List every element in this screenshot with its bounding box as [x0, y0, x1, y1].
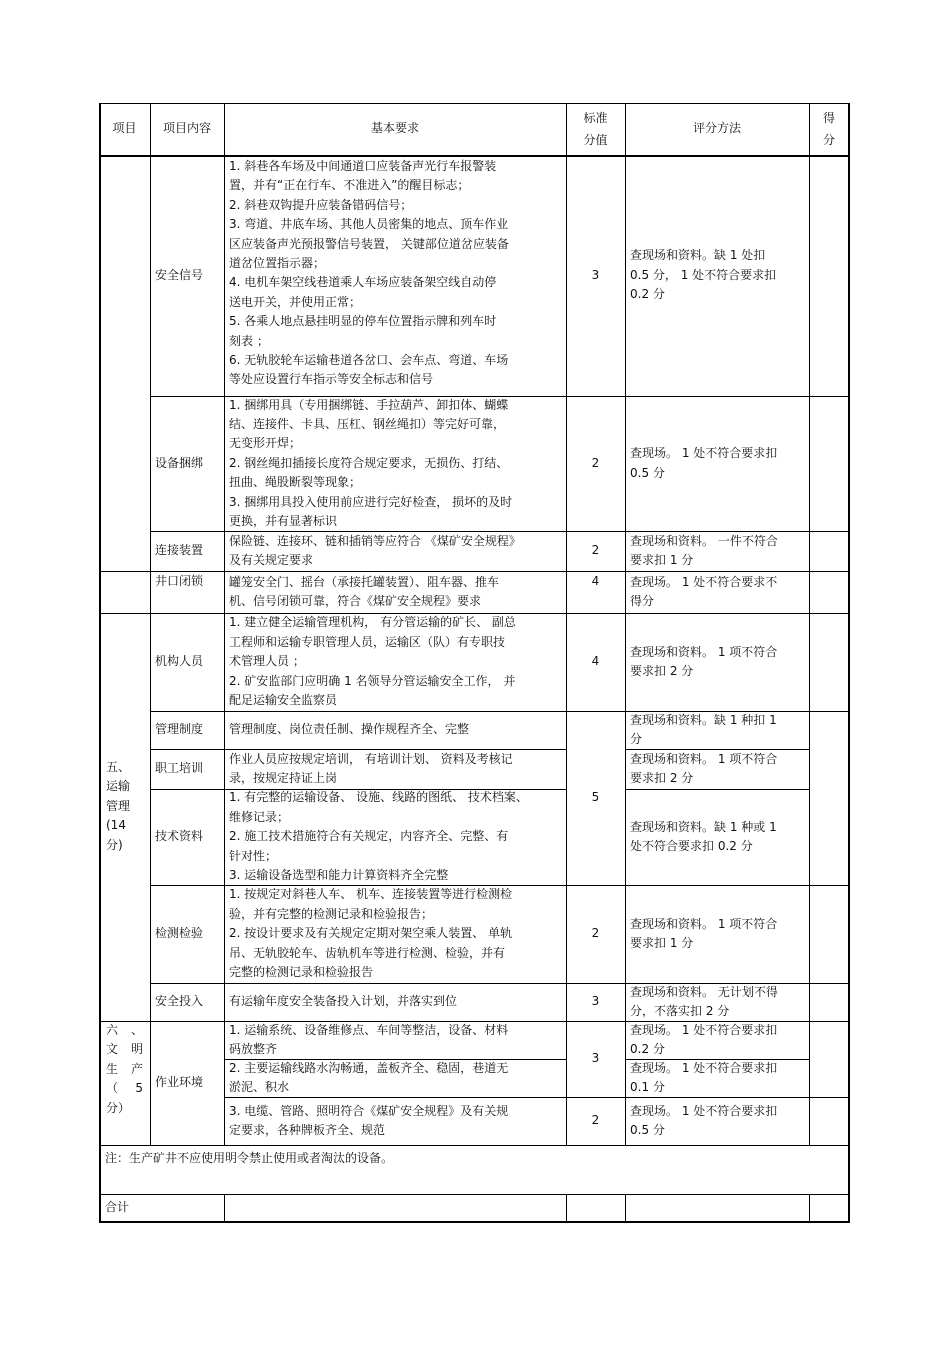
- req-line: 2. 矿安监部门应明确 1 名领导分管运输安全工作， 并: [229, 673, 516, 688]
- row-score-zyhj-12: 3: [591, 1051, 600, 1066]
- req-line: 2. 主要运输线路水沟畅通，盖板齐全、稳固，巷道无: [229, 1060, 509, 1075]
- row-score-ljzz: 2: [591, 543, 600, 558]
- req-line: 及有关规定要求: [229, 553, 314, 567]
- header-standard-score: [566, 103, 625, 155]
- total-label: 合计: [105, 1199, 130, 1214]
- req-line: 区应装备声光预报警信号装置， 关键部位道岔应装备: [229, 236, 509, 251]
- method-line: 查现场和资料。 1 项不符合: [630, 751, 778, 766]
- row-score-aqtr: 3: [591, 994, 600, 1009]
- row-score-zyhj-3: 2: [591, 1113, 600, 1128]
- scoring-table: [99, 103, 850, 1223]
- row-requirement-zyhj-1: [224, 1021, 566, 1059]
- req-line: 维修记录；: [229, 809, 290, 824]
- method-line: 0.5 分: [630, 465, 665, 480]
- method-line: 得分: [630, 594, 655, 608]
- row-method-jszl: [625, 789, 809, 885]
- req-line: 2. 按设计要求及有关规定定期对架空乘人装置、 单轨: [229, 926, 513, 941]
- row-method-zgpx: [625, 749, 809, 789]
- req-line: 针对性；: [229, 848, 278, 863]
- section-item-line: (14: [106, 818, 126, 833]
- method-line: 0.5 分: [630, 1123, 665, 1137]
- req-line: 5. 各乘人地点悬挂明显的停车位置指示牌和列车时: [229, 314, 497, 329]
- section-item-wmsc: [99, 1021, 150, 1145]
- method-line: 要求扣 1 分: [630, 936, 694, 950]
- req-line: 道岔位置指示器；: [229, 256, 326, 271]
- req-line: 1. 斜巷各车场及中间通道口应装备声光行车报警装: [229, 159, 497, 173]
- row-requirement-ljzz: [224, 531, 566, 571]
- req-line: 吊、无轨胶轮车、齿轨机车等进行检测、检验，并有: [229, 945, 506, 960]
- req-line: 6. 无轨胶轮车运输巷道各岔口、会车点、弯道、车场: [229, 353, 509, 368]
- row-content-ljzz: 连接装置: [155, 543, 204, 558]
- row-content-aqxh: 安全信号: [155, 267, 204, 282]
- method-line: 查现场和资料。缺 1 种或 1: [630, 819, 777, 834]
- req-line: 3. 捆绑用具投入使用前应进行完好检查， 损坏的及时: [229, 494, 513, 509]
- req-line: 机、信号闭锁可靠，符合《煤矿安全规程》要求: [229, 594, 482, 608]
- req-line: 管理制度、岗位责任制、操作规程齐全、完整: [229, 722, 470, 737]
- row-requirement-aqtr: [224, 983, 566, 1021]
- method-line: 0.1 分: [630, 1080, 665, 1094]
- section-item-line: 分): [106, 837, 123, 852]
- header-item: 项目: [112, 121, 137, 136]
- req-line: 2. 钢丝绳扣插接长度符合规定要求，无损伤、打结、: [229, 455, 509, 470]
- req-line: 工程师和运输专职管理人员，运输区（队）有专职技: [229, 634, 506, 649]
- section-item-line: 五、: [106, 760, 131, 774]
- header-got-score: [809, 103, 849, 155]
- header-requirement: 基本要求: [370, 121, 419, 136]
- row-content-sbkb: 设备捆绑: [155, 455, 204, 470]
- row-requirement-glzd: [224, 711, 566, 749]
- header-content: 项目内容: [162, 121, 211, 136]
- method-line: 0.5 分， 1 处不符合要求扣: [630, 267, 777, 282]
- req-line: 保险链、连接环、链和插销等应符合 《煤矿安全规程》: [229, 533, 521, 548]
- req-line: 有运输年度安全装备投入计划，并落实到位: [229, 994, 458, 1009]
- row-method-jkbs: [625, 571, 809, 613]
- req-line: 定要求，各种牌板齐全、规范: [229, 1123, 386, 1137]
- row-requirement-aqxh: [224, 155, 566, 396]
- row-content-jgry: 机构人员: [155, 654, 204, 669]
- row-method-aqtr: [625, 983, 809, 1021]
- req-line: 无变形开焊；: [229, 436, 302, 451]
- method-line: 查现场。 1 处不符合要求扣: [630, 1022, 778, 1037]
- method-line: 分: [630, 732, 643, 746]
- section-item-line: 生产: [106, 1061, 143, 1076]
- row-score-jgry: 4: [591, 654, 600, 669]
- row-requirement-jgry: [224, 613, 566, 711]
- req-line: 配足运输安全监察员: [229, 693, 338, 708]
- row-content-aqtr: 安全投入: [155, 994, 204, 1009]
- req-line: 验，并有完整的检测记录和检验报告；: [229, 906, 434, 921]
- method-line: 要求扣 2 分: [630, 771, 694, 785]
- method-line: 查现场。 1 处不符合要求扣: [630, 1103, 778, 1118]
- req-line: 送电开关，并使用正常；: [229, 294, 362, 309]
- row-method-zyhj-3: [625, 1097, 809, 1145]
- req-line: 1. 按规定对斜巷人车、 机车、连接装置等进行检测检: [229, 887, 513, 902]
- req-line: 完整的检测记录和检验报告: [229, 965, 374, 980]
- row-content-jkbs: 井口闭锁: [155, 574, 204, 588]
- row-method-jgry: [625, 613, 809, 711]
- row-method-ljzz: [625, 531, 809, 571]
- req-line: 作业人员应按规定培训， 有培训计划、 资料及考核记: [229, 751, 513, 766]
- req-line: 术管理人员 ；: [229, 654, 305, 669]
- section-item-ysgl: [99, 613, 150, 1021]
- req-line: 1. 运输系统、设备维修点、车间等整洁，设备、材料: [229, 1022, 509, 1037]
- row-score-jkbs: 4: [591, 574, 600, 588]
- method-line: 要求扣 1 分: [630, 553, 694, 567]
- method-line: 处不符合要求扣 0.2 分: [630, 839, 753, 853]
- method-line: 查现场和资料。缺 1 种扣 1: [630, 712, 777, 727]
- req-line: 刻表 ；: [229, 333, 269, 348]
- req-line: 3. 运输设备选型和能力计算资料齐全完整: [229, 868, 449, 883]
- section-item-line: 管理: [106, 798, 131, 813]
- req-line: 1. 建立健全运输管理机构， 有分管运输的矿长、 副总: [229, 615, 516, 630]
- section-item-line: （5: [106, 1081, 143, 1096]
- req-line: 2. 施工技术措施符合有关规定，内容齐全、完整、有: [229, 829, 509, 844]
- row-requirement-sbkb: [224, 396, 566, 531]
- row-method-zyhj-2: [625, 1059, 809, 1097]
- table-note: 注：生产矿井不应使用明令禁止使用或者淘汰的设备。: [105, 1151, 394, 1165]
- header-got-score-line: 得: [822, 111, 835, 125]
- method-line: 0.2 分: [630, 1042, 665, 1056]
- req-line: 罐笼安全门、摇台（承接托罐装置）、阻车器、推车: [229, 574, 500, 589]
- req-line: 1. 有完整的运输设备、 设施、线路的图纸、 技术档案、: [229, 790, 528, 805]
- row-requirement-jszl: [224, 789, 566, 885]
- row-requirement-zyhj-2: [224, 1059, 566, 1097]
- row-content-zgpx: 职工培训: [155, 761, 204, 776]
- row-requirement-zgpx: [224, 749, 566, 789]
- row-content-jcjy: 检测检验: [155, 926, 204, 941]
- method-line: 查现场和资料。 无计划不得: [630, 984, 778, 999]
- method-line: 要求扣 2 分: [630, 664, 694, 678]
- method-line: 查现场。 1 处不符合要求扣: [630, 1060, 778, 1075]
- method-line: 查现场和资料。缺 1 处扣: [630, 248, 766, 263]
- method-line: 查现场。 1 处不符合要求不: [630, 574, 778, 589]
- req-line: 淤泥、积水: [229, 1080, 290, 1094]
- section-item-line: 运输: [106, 779, 131, 794]
- header-got-score-line: 分: [822, 133, 835, 147]
- row-method-jcjy: [625, 885, 809, 983]
- row-score-sbkb: 2: [591, 455, 600, 470]
- req-line: 4. 电机车架空线巷道乘人车场应装备架空线自动停: [229, 275, 497, 290]
- row-requirement-jcjy: [224, 885, 566, 983]
- req-line: 3. 弯道、井底车场、其他人员密集的地点、顶车作业: [229, 217, 509, 232]
- row-method-aqxh: [625, 155, 809, 396]
- row-method-sbkb: [625, 396, 809, 531]
- row-content-zyhj: 作业环境: [155, 1075, 204, 1090]
- req-line: 扭曲、绳股断裂等现象；: [229, 475, 362, 490]
- method-line: 查现场和资料。 一件不符合: [630, 533, 778, 548]
- section-item-line: 文明: [106, 1042, 143, 1057]
- req-line: 等处应设置行车指示等安全标志和信号: [229, 372, 434, 387]
- req-line: 更换，并有显著标识: [229, 514, 338, 529]
- req-line: 录，按规定持证上岗: [229, 771, 338, 785]
- row-method-glzd: [625, 711, 809, 749]
- req-line: 3. 电缆、管路、照明符合《煤矿安全规程》及有关规: [229, 1103, 509, 1118]
- req-line: 码放整齐: [229, 1042, 278, 1056]
- method-line: 分，不落实扣 2 分: [630, 1004, 730, 1018]
- req-line: 1. 捆绑用具（专用捆绑链、手拉葫芦、卸扣体、蝴蝶: [229, 397, 509, 412]
- row-score-group: 5: [591, 790, 600, 805]
- req-line: 2. 斜巷双钩提升应装备错码信号；: [229, 197, 413, 212]
- method-line: 0.2 分: [630, 287, 665, 302]
- method-line: 查现场和资料。 1 项不符合: [630, 916, 778, 931]
- section-item-line: 六、: [106, 1023, 143, 1037]
- header-standard-score-line: 分值: [583, 133, 608, 147]
- header-method: 评分方法: [692, 121, 741, 136]
- row-method-zyhj-1: [625, 1021, 809, 1059]
- method-line: 查现场和资料。 1 项不符合: [630, 644, 778, 659]
- section-item-line: 分）: [106, 1100, 131, 1115]
- row-requirement-jkbs: [224, 571, 566, 613]
- row-score-aqxh: 3: [591, 267, 600, 282]
- header-standard-score-line: 标准: [583, 111, 608, 125]
- req-line: 置，并有“正在行车、不准进入”的醒目标志；: [229, 178, 470, 193]
- row-requirement-zyhj-3: [224, 1097, 566, 1145]
- method-line: 查现场。 1 处不符合要求扣: [630, 446, 778, 461]
- row-content-jszl: 技术资料: [155, 829, 204, 844]
- row-content-glzd: 管理制度: [155, 722, 204, 737]
- row-score-jcjy: 2: [591, 926, 600, 941]
- req-line: 结、连接件、卡具、压杠、钢丝绳扣）等完好可靠，: [229, 416, 506, 431]
